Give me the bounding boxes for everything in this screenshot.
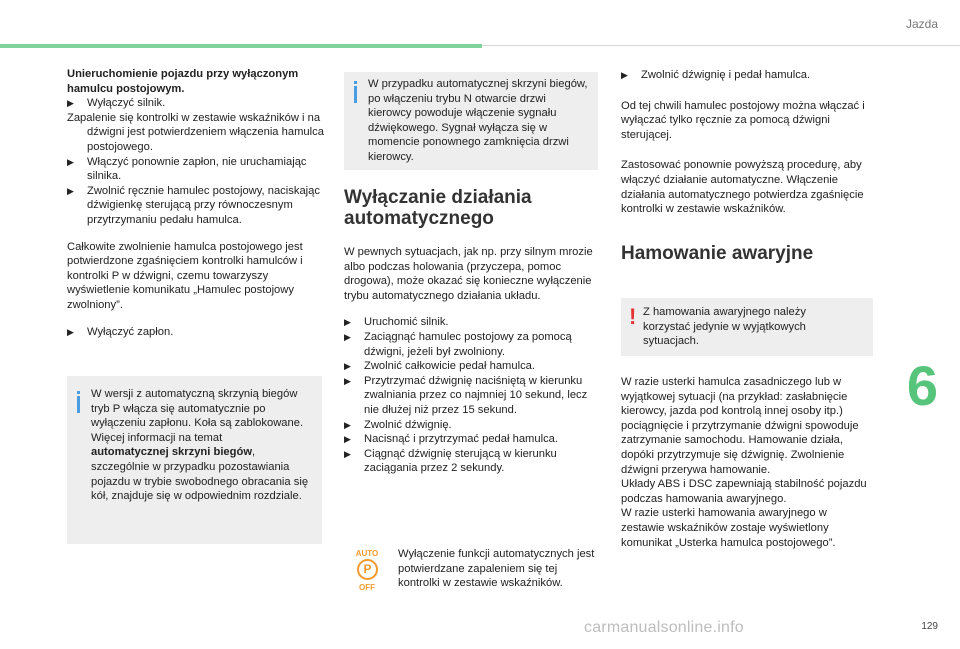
- arrow-icon: ▶: [344, 434, 351, 445]
- arrow-icon: ▶: [344, 448, 351, 459]
- arrow-icon: ▶: [67, 185, 74, 196]
- page-number: 129: [921, 621, 938, 632]
- info-text-part: Więcej informacji na temat: [91, 431, 223, 444]
- step-text: Ciągnąć dźwignię sterującą w kierunku zaciągania przez 2 sekundy.: [364, 447, 557, 475]
- arrow-icon: ▶: [344, 331, 351, 342]
- step-text: Uruchomić silnik.: [364, 316, 449, 329]
- paragraph: Zastosować ponownie powyższą procedurę, aby włączyć działanie automatyczne. Włączenie działania automatycznego potwierdza zgaśnięcie kontrolki w zestawie wskaźników.: [621, 159, 864, 216]
- arrow-icon: ▶: [344, 375, 351, 386]
- chapter-number: 6: [906, 354, 938, 417]
- step: [344, 359, 598, 374]
- paragraph: W razie usterki hamowania awaryjnego w zestawie wskaźników zostaje wyświetlony komunikat „Usterka hamulca postojowego”.: [621, 507, 836, 549]
- step-text: Przytrzymać dźwignię naciśniętą w kierunku zwalniania przez co najmniej 10 sekund, lecz nie dłużej niż przez 15 sekund.: [364, 374, 588, 416]
- off-label: OFF: [359, 583, 375, 592]
- p-label: P: [363, 562, 372, 576]
- indicator-note: Wyłączenie funkcji automatycznych jest potwierdzane zapaleniem się tej kontrolki w zestawie wskaźników.: [398, 548, 595, 590]
- step: [344, 418, 598, 433]
- info-text: W przypadku automatycznej skrzyni biegów, po włączeniu trybu N otwarcie drzwi kierowcy powoduje włączenie sygnału dźwiękowego. Sygnał wyłącza się w momencie ponownego zamknięcia drzwi kierowcy.: [368, 78, 588, 163]
- step: [344, 374, 598, 418]
- auto-p-off-indicator-icon: [351, 549, 383, 595]
- arrow-icon: ▶: [344, 419, 351, 430]
- step-text: Wyłączyć zapłon.: [87, 325, 174, 338]
- column-middle: [344, 187, 598, 476]
- info-icon: [77, 396, 80, 413]
- auto-label: AUTO: [355, 549, 379, 558]
- warning-text: Z hamowania awaryjnego należy korzystać jedynie w wyjątkowych sytuacjach.: [643, 306, 806, 348]
- info-text-part: , szczególnie w przypadku pozostawiania pojazdu w trybie swobodnego obracania się kół, znajduje się w odpowiednim rozdziale.: [91, 446, 309, 503]
- step-text: Zwolnić dźwignię i pedał hamulca.: [641, 69, 811, 81]
- column-right-lower: [621, 375, 873, 550]
- paragraph: Od tej chwili hamulec postojowy można włączać i wyłączać tylko ręcznie za pomocą dźwigni sterującej.: [621, 99, 865, 141]
- auto-label-wrap: [351, 549, 383, 558]
- section-title: Jazda: [905, 17, 938, 31]
- arrow-icon: ▶: [621, 70, 628, 80]
- arrow-icon: ▶: [67, 98, 74, 109]
- paragraph: W pewnych sytuacjach, jak np. przy silnym mrozie albo podczas holowania (przyczepa, pomoc drogowa), może okazać się konieczne wyłączenie trybu automatycznego działania układu.: [344, 246, 593, 302]
- arrow-icon: ▶: [67, 156, 74, 167]
- step: [344, 330, 598, 359]
- watermark: carmanualsonline.info: [584, 619, 744, 636]
- step: [344, 432, 598, 447]
- p-circle: [357, 559, 378, 580]
- subheading: Unieruchomienie pojazdu przy wyłączonym hamulcu postojowym.: [67, 68, 299, 95]
- step-text: Zwolnić ręcznie hamulec postojowy, naciskając dźwigienkę sterującą przy równoczesnym przytrzymaniu pedału hamulca.: [87, 184, 320, 226]
- step-text: Włączyć ponownie zapłon, nie uruchamiając silnika.: [87, 155, 307, 183]
- warning-icon: !: [629, 304, 637, 329]
- info-box: [67, 376, 322, 544]
- info-icon: [354, 86, 357, 103]
- step: [344, 315, 598, 330]
- section-heading-line: Wyłączanie działania: [344, 187, 532, 208]
- info-text: [91, 387, 313, 504]
- section-heading-line: automatycznego: [344, 208, 494, 229]
- step-list: [344, 315, 598, 476]
- step-text: Zwolnić dźwignię.: [364, 418, 452, 431]
- warning-box: [621, 298, 873, 356]
- paragraph: Zapalenie się kontrolki w zestawie wskaźników i na dźwigni jest potwierdzeniem włączenia hamulca postojowego.: [67, 111, 324, 153]
- paragraph: Układy ABS i DSC zapewniają stabilność pojazdu podczas hamowania awaryjnego.: [621, 478, 867, 505]
- paragraph: W razie usterki hamulca zasadniczego lub w wyjątkowej sytuacji (na przykład: zasłabnięcie kierowcy, jazda pod kontrolą innej osoby itp.) pociągnięcie i przytrzymanie dźwigni spowoduje zatrzymanie samochodu. Hamowanie działa, dopóki przytrzymuje się dźwignię. Zwolnienie dźwigni przerywa hamowanie.: [621, 376, 859, 476]
- info-paragraph: [91, 431, 313, 504]
- step: [621, 68, 873, 83]
- section-heading: [344, 187, 598, 229]
- step: [344, 447, 598, 476]
- step: [67, 325, 325, 340]
- arrow-icon: ▶: [344, 361, 351, 372]
- step-text: Nacisnąć i przytrzymać pedał hamulca.: [364, 433, 558, 446]
- step: [67, 96, 325, 111]
- step-text: Wyłączyć silnik.: [87, 97, 166, 110]
- paragraph: Całkowite zwolnienie hamulca postojowego jest potwierdzone zgaśnięciem kontrolki hamulców i kontrolki P w dźwigni, czemu towarzyszy wyświetlenie komunikatu „Hamulec postojowy zwolniony”.: [67, 240, 303, 311]
- off-label-wrap: [351, 583, 383, 592]
- info-paragraph: W wersji z automatyczną skrzynią biegów tryb P włącza się automatycznie po wyłączeniu zapłonu. Koła są zablokowane.: [91, 388, 304, 430]
- step-text: Zwolnić całkowicie pedał hamulca.: [364, 360, 535, 373]
- header-accent-bar: [0, 44, 482, 48]
- step-text: Zaciągnąć hamulec postojowy za pomocą dźwigni, jeżeli był zwolniony.: [364, 330, 572, 358]
- section-heading: Hamowanie awaryjne: [621, 242, 814, 264]
- step: [67, 155, 325, 184]
- arrow-icon: ▶: [67, 326, 74, 337]
- info-text-bold: automatycznej skrzyni biegów: [91, 446, 253, 459]
- arrow-icon: ▶: [344, 317, 351, 328]
- column-left: [67, 67, 325, 339]
- step: [67, 184, 325, 228]
- info-box: [344, 72, 598, 170]
- header-rule: [482, 45, 960, 46]
- column-right: [621, 68, 873, 264]
